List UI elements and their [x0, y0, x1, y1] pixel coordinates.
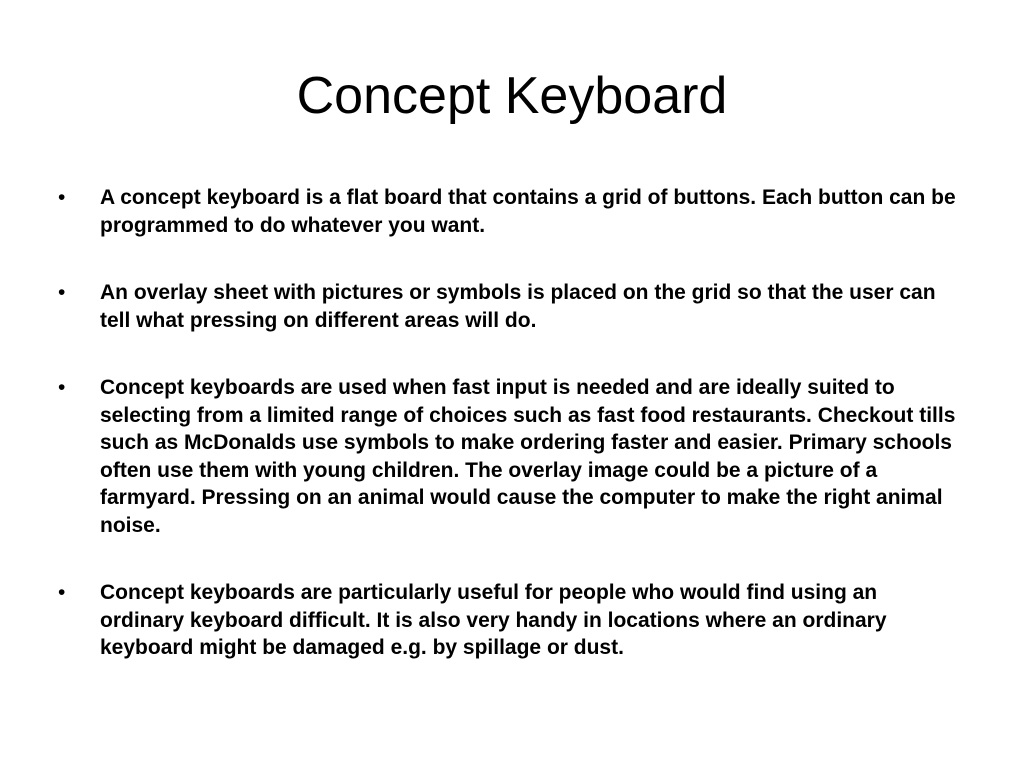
bullet-item [58, 374, 960, 539]
bullet-text: An overlay sheet with pictures or symbols is placed on the grid so that the user can tell what pressing on different areas will do. [100, 281, 936, 332]
bullet-item [58, 184, 960, 239]
slide-title: Concept Keyboard [296, 67, 728, 125]
bullet-dot-icon: • [58, 281, 66, 304]
bullet-dot-icon: • [58, 186, 66, 209]
bullet-text: Concept keyboards are particularly useful for people who would find using an ordinary keyboard difficult. It is also very handy in locations where an ordinary keyboard might be damaged e.g. by spillage or dust. [100, 581, 887, 659]
bullet-item [58, 579, 960, 662]
bullet-list [58, 184, 960, 702]
bullet-item [58, 279, 960, 334]
bullet-text: Concept keyboards are used when fast input is needed and are ideally suited to selecting from a limited range of choices such as fast food restaurants. Checkout tills such as McDonalds use symbols to make ordering faster and easier. Primary schools often use them with young children. The overlay image could be a picture of a farmyard. Pressing on an animal would cause the computer to make the right animal noise. [100, 376, 956, 537]
bullet-dot-icon: • [58, 581, 66, 604]
bullet-text: A concept keyboard is a flat board that contains a grid of buttons. Each button can be programmed to do whatever you want. [100, 186, 956, 237]
bullet-dot-icon: • [58, 376, 66, 399]
